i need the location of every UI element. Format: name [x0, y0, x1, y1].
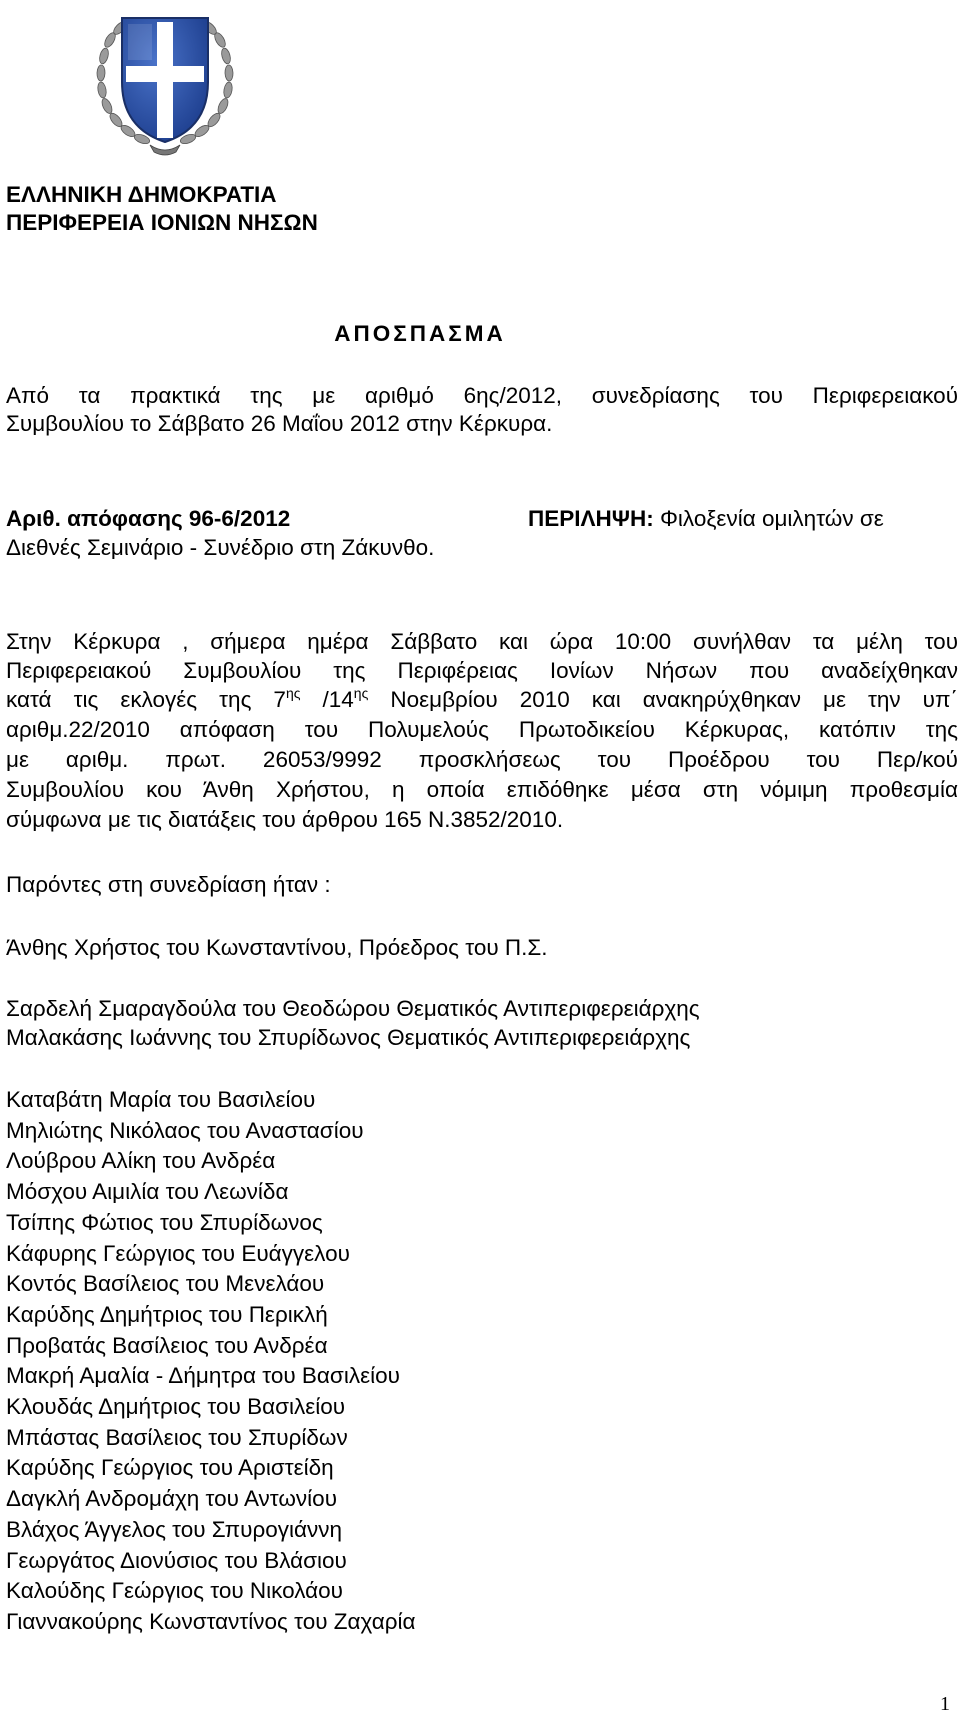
list-item: Κλουδάς Δημήτριος του Βασιλείου — [6, 1394, 346, 1420]
body-line-5: με αριθμ. πρωτ. 26053/9992 προσκλήσεως του Προέδρου του Περ/κού — [6, 747, 958, 772]
list-item: Καρύδης Γεώργιος του Αριστείδη — [6, 1455, 334, 1481]
greek-emblem-icon — [80, 0, 250, 165]
list-item: Κάφυρης Γεώργιος του Ευάγγελου — [6, 1240, 350, 1266]
body-line-1: Στην Κέρκυρα , σήμερα ημέρα Σάββατο και ώρα 10:00 συνήλθαν τα μέλη του — [6, 629, 958, 654]
list-item: Γιαννακούρης Κωνσταντίνος του Ζαχαρία — [6, 1608, 416, 1634]
body-line-3 — [6, 685, 958, 715]
body-line-6: Συμβουλίου κου Άνθη Χρήστου, η οποία επιδόθηκε μέσα στη νόμιμη προθεσμία — [6, 777, 958, 802]
body-line-4: αριθμ.22/2010 απόφαση του Πολυμελούς Πρωτοδικείου Κέρκυρας, κατόπιν της — [6, 717, 958, 742]
list-item: Προβατάς Βασίλειος του Ανδρέα — [6, 1332, 328, 1358]
vice-governor-2: Μαλακάσης Ιωάννης του Σπυρίδωνος Θεματικός Αντιπεριφερειάρχης — [6, 1025, 691, 1050]
decision-number: Αριθ. απόφασης 96-6/2012 — [6, 506, 291, 531]
list-item: Γεωργάτος Διονύσιος του Βλάσιου — [6, 1547, 347, 1573]
list-item: Καρύδης Δημήτριος του Περικλή — [6, 1301, 328, 1327]
members-list — [6, 1085, 416, 1638]
list-item: Μπάστας Βασίλειος του Σπυρίδων — [6, 1424, 348, 1450]
president-line: Άνθης Χρήστος του Κωνσταντίνου, Πρόεδρος του Π.Σ. — [6, 935, 548, 960]
body-line-7: σύμφωνα με τις διατάξεις του άρθρου 165 Ν.3852/2010. — [6, 807, 564, 832]
country-heading: ΕΛΛΗΝΙΚΗ ΔΗΜΟΚΡΑΤΙΑ — [6, 182, 277, 207]
list-item: Μακρή Αμαλία - Δήμητρα του Βασιλείου — [6, 1363, 400, 1389]
body-line-3a: κατά τις εκλογές της 7 — [6, 687, 286, 712]
present-heading: Παρόντες στη συνεδρίαση ήταν : — [6, 872, 331, 897]
summary-text: Φιλοξενία ομιλητών σε — [653, 506, 884, 531]
body-line-3b: /14 — [300, 687, 354, 712]
ordinal-suffix-1: ης — [285, 685, 301, 701]
document-title: ΑΠΟΣΠΑΣΜΑ — [334, 321, 506, 346]
page-number: 1 — [940, 1693, 950, 1715]
region-heading: ΠΕΡΙΦΕΡΕΙΑ ΙΟΝΙΩΝ ΝΗΣΩΝ — [6, 210, 318, 235]
ordinal-suffix-2: ης — [353, 685, 369, 701]
body-line-3c: Νοεμβρίου 2010 και ανακηρύχθηκαν με την υπ΄ — [368, 687, 958, 712]
list-item: Κοντός Βασίλειος του Μενελάου — [6, 1271, 325, 1297]
body-line-2: Περιφερειακού Συμβουλίου της Περιφέρειας Ιονίων Νήσων που αναδείχθηκαν — [6, 658, 958, 683]
list-item: Μηλιώτης Νικόλαος του Αναστασίου — [6, 1117, 364, 1143]
list-item: Λούβρου Αλίκη του Ανδρέα — [6, 1148, 276, 1174]
summary-continued: Διεθνές Σεμινάριο - Συνέδριο στη Ζάκυνθο. — [6, 535, 435, 560]
list-item: Βλάχος Άγγελος του Σπυρογιάννη — [6, 1516, 343, 1542]
vice-governor-1: Σαρδελή Σμαραγδούλα του Θεοδώρου Θεματικός Αντιπεριφερειάρχης — [6, 996, 700, 1021]
summary — [528, 504, 884, 534]
list-item: Δαγκλή Ανδρομάχη του Αντωνίου — [6, 1486, 337, 1512]
summary-label: ΠΕΡΙΛΗΨΗ: — [528, 506, 654, 531]
intro-line-1: Από τα πρακτικά της με αριθμό 6ης/2012, συνεδρίασης του Περιφερειακού — [6, 383, 958, 408]
intro-line-2: Συμβουλίου το Σάββατο 26 Μαΐου 2012 στην Κέρκυρα. — [6, 411, 553, 436]
list-item: Καλούδης Γεώργιος του Νικολάου — [6, 1578, 343, 1604]
list-item: Καταβάτη Μαρία του Βασιλείου — [6, 1087, 316, 1112]
list-item: Μόσχου Αιμιλία του Λεωνίδα — [6, 1179, 289, 1205]
list-item: Τσίπης Φώτιος του Σπυρίδωνος — [6, 1209, 323, 1235]
